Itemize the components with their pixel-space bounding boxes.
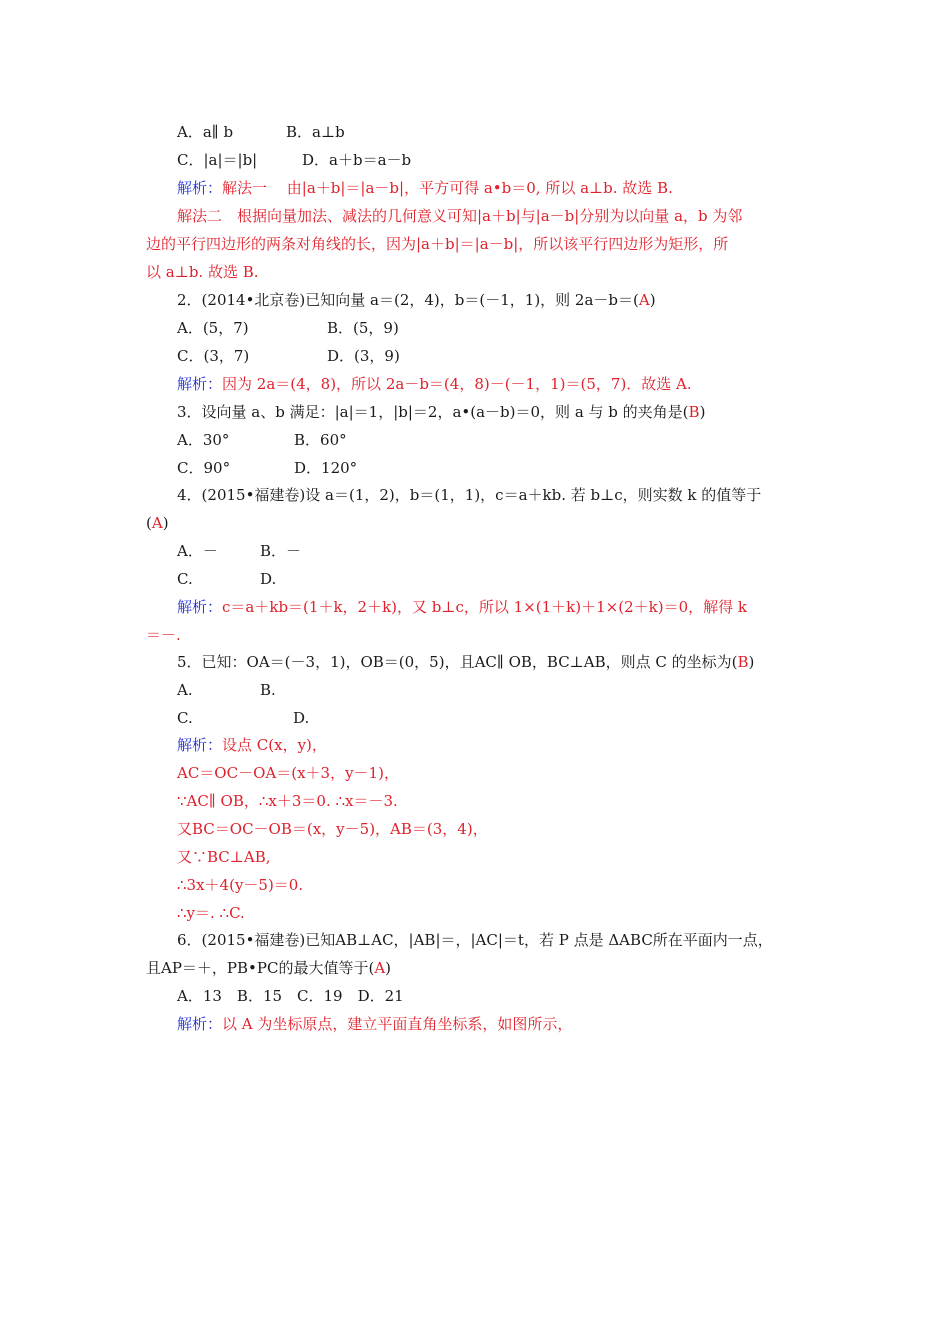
q5-solution-line-5: 又∵BC⊥AB, xyxy=(177,848,271,866)
q5-solution-line-6: ∴3x＋4(y－5)＝0. xyxy=(177,876,304,894)
q6-solution xyxy=(177,1014,572,1034)
solution-label: 解析： xyxy=(177,598,223,616)
q6-stem-line-2: 且AP＝＋，PB•PC的最大值等于(A) xyxy=(146,959,392,977)
q5-answer: B xyxy=(737,653,749,671)
solution-label: 解析： xyxy=(177,1015,223,1033)
q4-stem: 4．(2015•福建卷)设 a＝(1，2)，b＝(1，1)，c＝a＋kb. 若 b⊥c，则实数 k 的值等于 xyxy=(177,486,762,504)
q-prev-option-a: A．a∥ b xyxy=(177,123,234,141)
q5-solution-line-4: 又BC＝OC－OB＝(x，y－5)，AB＝(3，4)， xyxy=(177,820,488,838)
q6-answer: A xyxy=(374,959,386,977)
q2-option-d: D．(3，9) xyxy=(327,347,400,365)
q-prev-solution-line-2: 解法二 根据向量加法、减法的几何意义可知|a＋b|与|a－b|分别为以向量 a，b 为邻 xyxy=(177,207,743,225)
solution-text: 以 A 为坐标原点，建立平面直角坐标系，如图所示， xyxy=(222,1015,573,1033)
q3-option-c: C．90° xyxy=(177,459,231,477)
q4-option-a: A．－ xyxy=(177,542,218,560)
q5-option-d: D. xyxy=(293,709,310,727)
q-prev-solution-line-3: 边的平行四边形的两条对角线的长，因为|a＋b|＝|a－b|，所以该平行四边形为矩形，所 xyxy=(146,235,729,253)
solution-text: 因为 2a＝(4，8)，所以 2a－b＝(4，8)－(－1，1)＝(5，7)．故选 A. xyxy=(222,375,692,393)
q-prev-option-d: D．a＋b＝a－b xyxy=(302,151,412,169)
q2-option-a: A．(5，7) xyxy=(177,319,249,337)
q2-stem: 2．(2014•北京卷)已知向量 a＝(2，4)，b＝(－1，1)，则 2a－b＝(A) xyxy=(177,291,656,309)
q6-options: A．13 B．15 C．19 D．21 xyxy=(177,987,404,1005)
q3-answer: B xyxy=(688,403,700,421)
q5-option-b: B. xyxy=(260,681,276,699)
solution-text: c＝a＋kb＝(1＋k，2＋k)，又 b⊥c，所以 1×(1＋k)＋1×(2＋k)＝0，解得 k xyxy=(222,598,747,616)
q4-option-b: B．－ xyxy=(260,542,302,560)
q-prev-option-c: C．|a|＝|b| xyxy=(177,151,258,169)
q4-solution-line-2: ＝－. xyxy=(146,626,181,644)
q2-option-b: B．(5，9) xyxy=(327,319,399,337)
q3-option-a: A．30° xyxy=(177,431,230,449)
q4-option-d: D. xyxy=(260,570,277,588)
solution-label: 解析： xyxy=(177,179,223,197)
q4-option-c: C. xyxy=(177,570,193,588)
q5-solution-line-3: ∵AC∥ OB，∴x＋3＝0. ∴x＝－3. xyxy=(177,792,398,810)
solution-label: 解析： xyxy=(177,736,223,754)
q5-stem: 5．已知：OA＝(－3，1)，OB＝(0，5)，且AC∥ OB，BC⊥AB，则点 C 的坐标为(B) xyxy=(177,653,755,671)
q5-solution-line-7: ∴y＝. ∴C. xyxy=(177,904,245,922)
q5-option-c: C. xyxy=(177,709,193,727)
q4-solution-line-1 xyxy=(177,597,747,617)
q3-stem: 3．设向量 a、b 满足：|a|＝1，|b|＝2，a•(a－b)＝0，则 a 与 b 的夹角是(B) xyxy=(177,403,706,421)
q4-answer-line: (A) xyxy=(146,514,169,532)
solution-label: 解析： xyxy=(177,375,223,393)
q6-stem-line-1: 6．(2015•福建卷)已知AB⊥AC，|AB|＝，|AC|＝t，若 P 点是 ΔABC所在平面内一点， xyxy=(177,931,773,949)
q2-solution xyxy=(177,374,692,394)
q4-answer: A xyxy=(151,514,163,532)
q5-solution-line-2: AC＝OC－OA＝(x＋3，y－1)， xyxy=(177,764,399,782)
q-prev-option-b: B．a⊥b xyxy=(286,123,345,141)
q-prev-solution-line-4: 以 a⊥b. 故选 B. xyxy=(146,263,259,281)
q3-option-d: D．120° xyxy=(294,459,358,477)
solution-text: 解法一 由|a＋b|＝|a－b|，平方可得 a•b＝0, 所以 a⊥b. 故选 B. xyxy=(222,179,673,197)
q2-answer: A xyxy=(638,291,650,309)
q3-option-b: B．60° xyxy=(294,431,347,449)
q5-option-a: A. xyxy=(177,681,193,699)
q-prev-solution-line-1 xyxy=(177,178,673,198)
q2-option-c: C．(3，7) xyxy=(177,347,250,365)
q5-solution-line-1 xyxy=(177,735,327,755)
solution-text: 设点 C(x，y)， xyxy=(222,736,327,754)
